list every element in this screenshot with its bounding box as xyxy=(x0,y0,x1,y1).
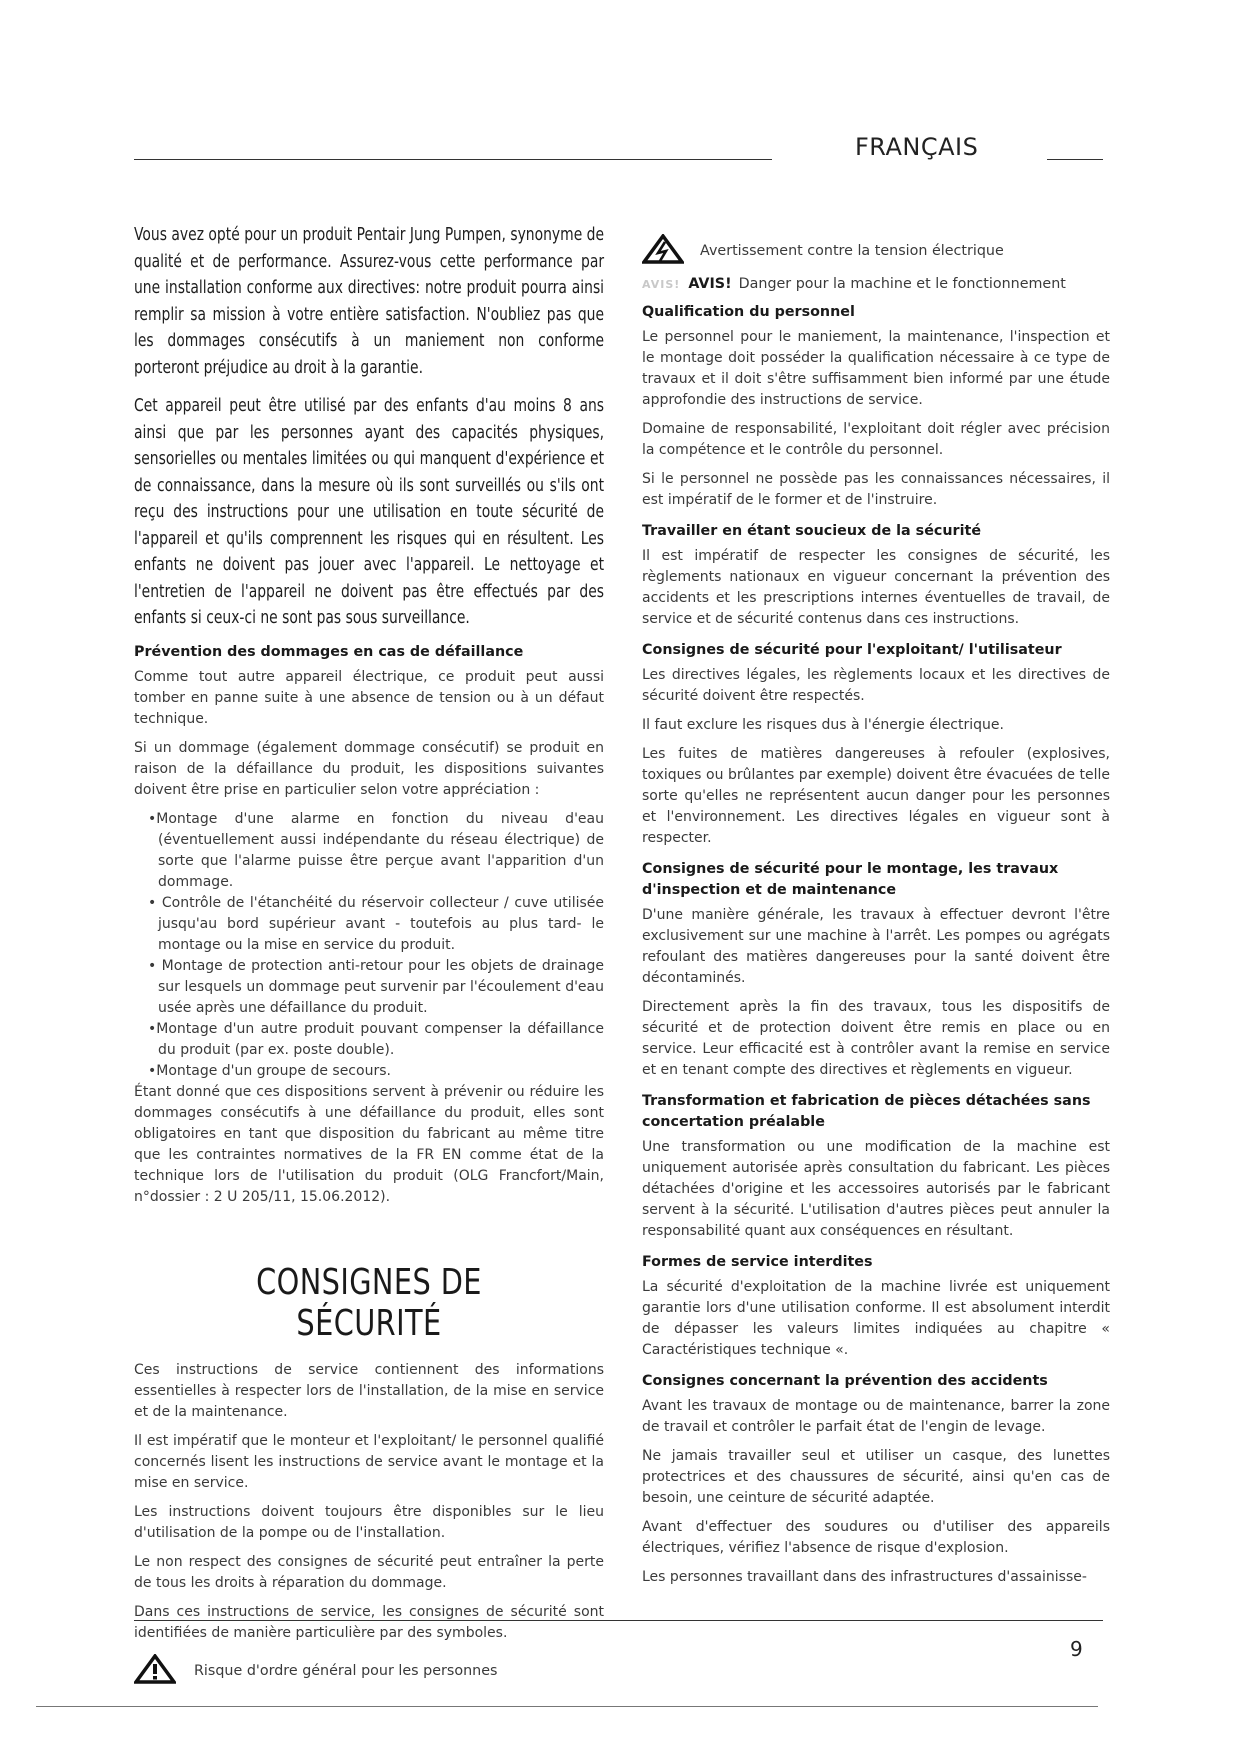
footer-rule xyxy=(134,1620,1103,1621)
list-item: • Contrôle de l'étanchéité du réservoir collecteur / cuve utilisée jusqu'au bord supérieur avant - toutefois au plus tard- le montage ou la mise en service du produit. xyxy=(148,894,604,953)
operator-paragraph-3: Les fuites de matières dangereuses à refouler (explosives, toxiques ou brûlantes par exemple) doivent être évacuées de telle sorte qu'elles ne représentent aucun danger pour les personnes et l'environnement. Les directives légales en vigueur sont à respecter. xyxy=(642,746,1110,846)
prevention-paragraph-1: Comme tout autre appareil électrique, ce produit peut aussi tomber en panne suite à une absence de tension ou à un défaut technique. xyxy=(134,668,604,727)
symbol-general-row xyxy=(134,1654,604,1688)
operator-paragraph-2: Il faut exclure les risques dus à l'énergie électrique. xyxy=(642,717,1004,733)
accident-paragraph-1: Avant les travaux de montage ou de maintenance, barrer la zone de travail et contrôler le parfait état de l'engin de levage. xyxy=(642,1398,1110,1435)
avis-symbol: AVIS! xyxy=(642,277,681,291)
qualification-paragraph-2: Domaine de responsabilité, l'exploitant doit régler avec précision la compétence et le contrôle du personnel. xyxy=(642,421,1110,458)
symbol-electric-row xyxy=(642,234,1110,268)
left-column xyxy=(134,222,604,1694)
forbidden-paragraph-1: La sécurité d'exploitation de la machine livrée est uniquement garantie lors d'une utilisation conforme. Il est absolument interdit de dépasser les valeurs limites indiquées au chapitre « Caractéristiques technique «. xyxy=(642,1279,1110,1358)
intro-paragraph-1: Vous avez opté pour un produit Pentair Jung Pumpen, synonyme de qualité et de performance. Assurez-vous cette performance par une installation conforme aux directives: notre produit pourra ainsi remplir sa mission à votre entière satisfaction. N'oubliez pas que les dommages consécutifs à un maniement non conforme porteront préjudice au droit à la garantie. xyxy=(134,225,605,378)
symbol-electric-label: Avertissement contre la tension électrique xyxy=(700,243,1004,259)
safety-paragraph-2: Il est impératif que le monteur et l'exploitant/ le personnel qualifié concernés lisent les instructions de service avant le montage et la mise en service. xyxy=(134,1432,604,1491)
symbol-general-label: Risque d'ordre général pour les personnes xyxy=(194,1662,498,1679)
prevention-paragraph-3: Étant donné que ces dispositions servent à prévenir ou réduire les dommages consécutifs à une défaillance du produit, elles sont obligatoires en tant que disposition du fabricant au même titre que les contraintes normatives de la FR EN comme état de la technique lors de l'utilisation du produit (OLG Francfort/Main, n°dossier : 2 U 205/11, 15.06.2012). xyxy=(134,1083,604,1205)
header-rule-left xyxy=(134,159,772,160)
header-language: FRANÇAIS xyxy=(855,133,979,161)
list-item: •Montage d'une alarme en fonction du niveau d'eau (éventuellement aussi indépendante du réseau électrique) de sorte que l'alarme puisse être perçue avant l'apparition d'un dommage. xyxy=(148,810,604,890)
qualification-heading: Qualification du personnel xyxy=(642,304,855,320)
section-title: CONSIGNES DE SÉCURITÉ xyxy=(256,1261,482,1344)
safety-paragraph-5: Dans ces instructions de service, les consignes de sécurité sont identifiées de manière particulière par des symboles. xyxy=(134,1603,604,1641)
electric-warning-icon xyxy=(642,234,684,268)
list-item: •Montage d'un autre produit pouvant compenser la défaillance du produit (par ex. poste double). xyxy=(148,1020,604,1058)
prevention-bullet-list xyxy=(148,809,604,1082)
safety-paragraph-4: Le non respect des consignes de sécurité peut entraîner la perte de tous les droits à réparation du dommage. xyxy=(134,1553,604,1591)
accident-paragraph-2: Ne jamais travailler seul et utiliser un casque, des lunettes protectrices et des chaussures de sécurité, ainsi qu'en cas de besoin, une ceinture de sécurité adaptée. xyxy=(642,1448,1110,1506)
qualification-paragraph-1: Le personnel pour le maniement, la maintenance, l'inspection et le montage doit posséder la qualification nécessaire à ce type de travaux et il doit s'être suffisamment bien informé par une étude approfondie des instructions de service. xyxy=(642,329,1110,408)
avis-label: AVIS! xyxy=(688,276,732,292)
intro-paragraph-2: Cet appareil peut être utilisé par des enfants d'au moins 8 ans ainsi que par les personnes ayant des capacités physiques, sensorielles ou mentales limitées ou qui manquent d'expérience et de connaissance, dans la mesure où ils sont surveillés ou s'ils ont reçu des instructions pour une utilisation en toute sécurité de l'appareil et qu'ils comprennent les risques qui en résultent. Les enfants ne doivent pas jouer avec l'appareil. Le nettoyage et l'entretien de l'appareil ne doivent pas être effectués par des enfants si ceux-ci ne sont pas sous surveillance. xyxy=(134,396,605,628)
operator-heading: Consignes de sécurité pour l'exploitant/ l'utilisateur xyxy=(642,642,1062,658)
safety-paragraph-1: Ces instructions de service contiennent des informations essentielles à respecter lors de l'installation, de la mise en service et de la maintenance. xyxy=(134,1361,604,1420)
bottom-edge-rule xyxy=(36,1706,1098,1707)
avis-text: Danger pour la machine et le fonctionnement xyxy=(738,276,1066,292)
accident-paragraph-4: Les personnes travaillant dans des infrastructures d'assainisse- xyxy=(642,1569,1087,1585)
header-rule-right xyxy=(1047,159,1103,160)
montage-paragraph-1: D'une manière générale, les travaux à effectuer devront l'être exclusivement sur une machine à l'arrêt. Les pompes ou agrégats refoulant des matières dangereuses pour la santé doivent être décontaminés. xyxy=(642,907,1110,986)
transformation-heading: Transformation et fabrication de pièces détachées sans concertation préalable xyxy=(642,1093,1091,1130)
accident-paragraph-3: Avant d'effectuer des soudures ou d'utiliser des appareils électriques, vérifiez l'absence de risque d'explosion. xyxy=(642,1519,1110,1556)
accident-heading: Consignes concernant la prévention des accidents xyxy=(642,1373,1048,1389)
page-number: 9 xyxy=(1070,1637,1083,1661)
prevention-heading: Prévention des dommages en cas de défaillance xyxy=(134,643,524,660)
forbidden-heading: Formes de service interdites xyxy=(642,1254,873,1270)
prevention-paragraph-2: Si un dommage (également dommage consécutif) se produit en raison de la défaillance du produit, les dispositions suivantes doivent être prise en particulier selon votre appréciation : xyxy=(134,739,604,798)
montage-heading: Consignes de sécurité pour le montage, les travaux d'inspection et de maintenance xyxy=(642,861,1059,898)
avis-row xyxy=(642,276,1110,292)
work-safety-heading: Travailler en étant soucieux de la sécurité xyxy=(642,523,982,539)
montage-paragraph-2: Directement après la fin des travaux, tous les dispositifs de sécurité et de protection doivent être remis en place ou en service. Leur efficacité est à contrôler avant la remise en service et en tenant compte des directives et règlements en vigueur. xyxy=(642,999,1110,1078)
list-item: • Montage de protection anti-retour pour les objets de drainage sur lesquels un dommage peut survenir par l'écoulement d'eau usée après une défaillance du produit. xyxy=(148,957,604,1016)
safety-paragraph-3: Les instructions doivent toujours être disponibles sur le lieu d'utilisation de la pompe ou de l'installation. xyxy=(134,1503,604,1541)
list-item: •Montage d'un groupe de secours. xyxy=(148,1062,391,1079)
operator-paragraph-1: Les directives légales, les règlements locaux et les directives de sécurité doivent être respectés. xyxy=(642,667,1110,704)
transformation-paragraph-1: Une transformation ou une modification de la machine est uniquement autorisée après consultation du fabricant. Les pièces détachées d'origine et les accessoires autorisés par le fabricant servent à la sécurité. L'utilisation d'autres pièces peut annuler la responsabilité quant aux conséquences en résultant. xyxy=(642,1139,1110,1239)
warning-triangle-icon xyxy=(134,1654,176,1688)
work-safety-paragraph-1: Il est impératif de respecter les consignes de sécurité, les règlements nationaux en vigueur concernant la prévention des accidents et les prescriptions internes éventuelles de travail, de service et de sécurité contenus dans ces instructions. xyxy=(642,548,1110,627)
right-column xyxy=(642,234,1110,1596)
qualification-paragraph-3: Si le personnel ne possède pas les connaissances nécessaires, il est impératif de le former et de l'instruire. xyxy=(642,471,1110,508)
